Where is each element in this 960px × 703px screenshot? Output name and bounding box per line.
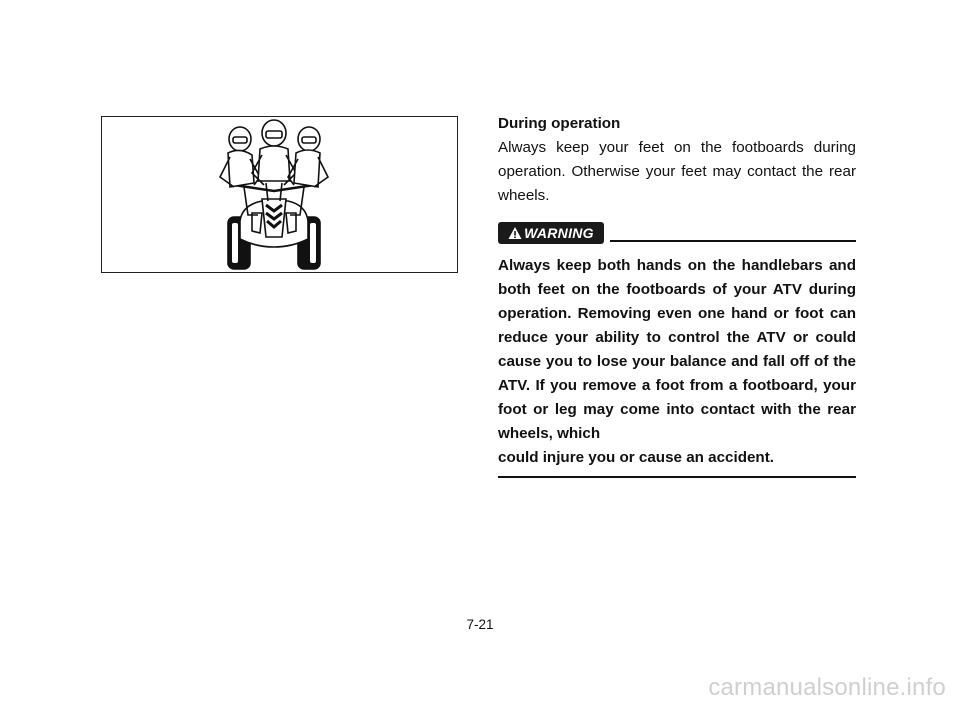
section-heading: During operation — [498, 115, 621, 132]
warning-header — [498, 222, 856, 246]
warning-label: WARNING — [524, 225, 594, 241]
warning-text — [498, 254, 856, 470]
warning-text-last-line: could injure you or cause an accident. — [498, 449, 774, 466]
page-number: 7-21 — [466, 617, 494, 632]
warning-triangle-icon — [508, 226, 522, 240]
watermark: carmanualsonline.info — [708, 674, 946, 701]
atv-illustration-frame — [101, 116, 458, 273]
warning-end-divider — [498, 476, 856, 478]
warning-badge — [498, 222, 604, 244]
warning-divider — [610, 240, 856, 242]
atv-riders-illustration — [102, 117, 459, 274]
warning-text-main: Always keep both hands on the handlebars and both feet on the footboards of your ATV during operation. Removing even one hand or foot can reduce your ability to control the ATV or could cause you to lose your balance and fall off of the ATV. If you remove a foot from a footboard, your foot or leg may come into contact with the rear wheels, which — [498, 257, 856, 442]
section-body: Always keep your feet on the footboards during operation. Otherwise your feet may contact the rear wheels. — [498, 139, 856, 204]
operation-section — [498, 112, 856, 478]
